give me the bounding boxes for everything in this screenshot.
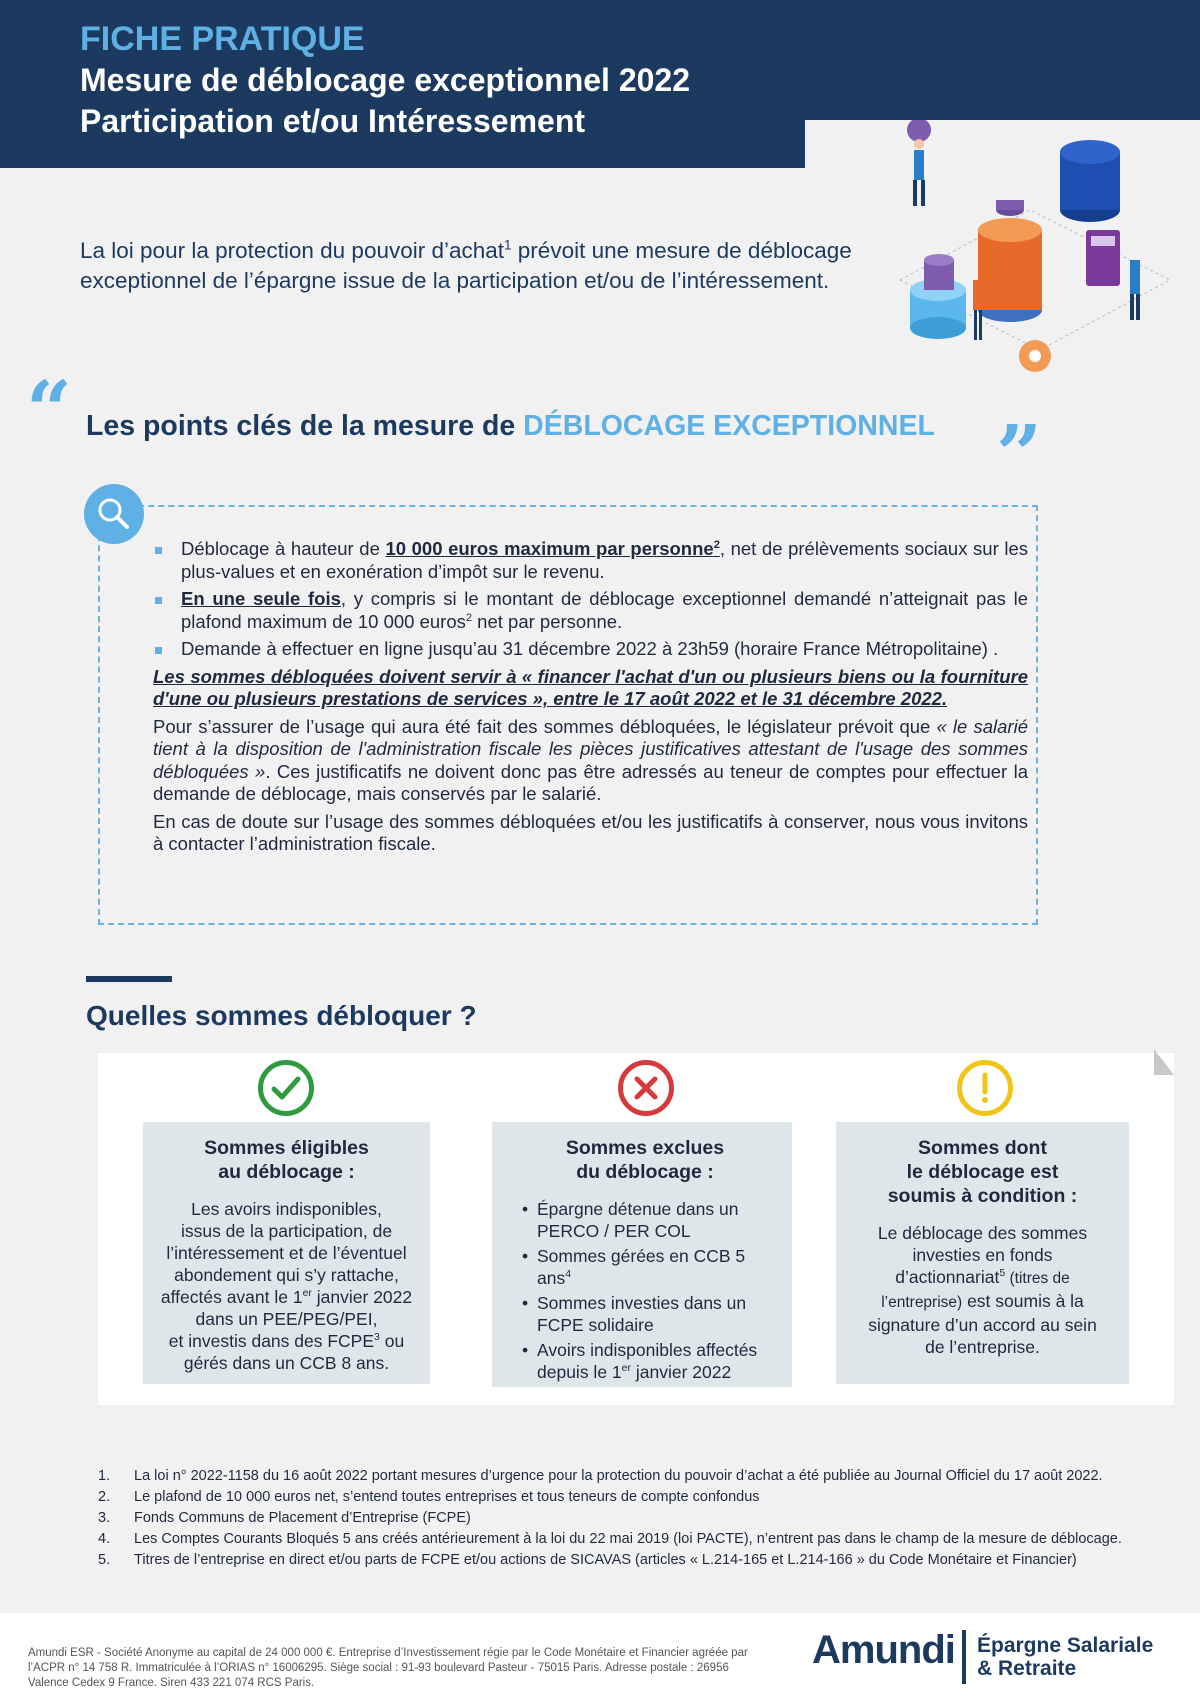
- conditional-sums-panel: [836, 1122, 1129, 1384]
- list-item: • Sommes gérées en CCB 5 ans$^4$: [522, 1245, 768, 1289]
- list-item: • Avoirs indisponibles affectés depuis le 1er janvier 2022: [522, 1339, 768, 1383]
- footnote-2: 2. Le plafond de 10 000 euros net, s’entend toutes entreprises et tous teneurs de compte confondus: [98, 1489, 760, 1505]
- logo-divider: [962, 1630, 966, 1684]
- conditional-title: Sommes dont le déblocage est soumis à condition :: [887, 1137, 1078, 1207]
- header-banner-extension: [805, 0, 1200, 120]
- excluded-list: [522, 1198, 768, 1383]
- excluded-title: Sommes exclues du déblocage :: [565, 1137, 725, 1183]
- eligible-sums-panel: [143, 1122, 430, 1384]
- amundi-logo: Amundi: [812, 1628, 955, 1672]
- key-point-2: En une seule fois, y compris si le montant de déblocage exceptionnel demandé n’atteignait pas le plafond maximum de 10 000 euros$^2$ net par personne.: [153, 588, 1028, 633]
- key-points-title: Les points clés de la mesure de DÉBLOCAGE EXCEPTIONNEL: [86, 410, 935, 442]
- excluded-sums-panel: [492, 1122, 792, 1387]
- justification-paragraph: Pour s’assurer de l’usage qui aura été fait des sommes débloquées, le législateur prévoit que « le salarié tient à la disposition de l'administration fiscale les pièces justificatives attestant de l'usage des sommes débloquées ». Ces justificatifs ne doivent donc pas être adressés au teneur de comptes pour effectuer la demande de déblocage, mais conservés par le salarié.: [153, 715, 1028, 804]
- key-point-1: Déblocage à hauteur de 10 000 euros maximum par personne$^2$, net de prélèvements sociaux sur les plus-values et en exonération d’impôt sur le revenu.: [153, 538, 1028, 583]
- section-rule: [86, 976, 172, 982]
- page-fold: [1154, 1049, 1174, 1075]
- contact-paragraph: En cas de doute sur l’usage des sommes débloquées et/ou les justificatifs à conserver, nous vous invitons à contacter l’administration fiscale.: [153, 810, 1028, 854]
- eligible-title: Sommes éligibles au déblocage :: [204, 1137, 369, 1183]
- key-points-content: [153, 538, 1028, 861]
- logo-subtitle: Épargne Salariale & Retraite: [977, 1634, 1154, 1680]
- footnote-3: 3. Fonds Communs de Placement d’Entreprise (FCPE): [98, 1510, 471, 1526]
- which-sums-title: Quelles sommes débloquer ?: [86, 1000, 477, 1031]
- list-item: • Sommes investies dans un FCPE solidaire: [522, 1292, 768, 1336]
- usage-requirement: Les sommes débloquées doivent servir à « financer l'achat d'un ou plusieurs biens ou la fourniture d'une ou plusieurs prestations de services », entre le 17 août 2022 et le 31 décembre 2022.: [153, 665, 1028, 709]
- key-point-3: Demande à effectuer en ligne jusqu’au 31 décembre 2022 à 23h59 (horaire France Métropolitaine) .: [153, 638, 1028, 661]
- warning-circle-icon: [957, 1060, 1013, 1116]
- list-item: • Épargne détenue dans un PERCO / PER COL: [522, 1198, 768, 1242]
- coins-illustration: [880, 120, 1180, 410]
- footnotes: [92, 1466, 1172, 1571]
- conditional-text: Le déblocage des sommes investies en fonds d’actionnariat$^5$ (titres de l’entreprise) est soumis à la signature d’un accord au sein de l’entreprise.: [868, 1223, 1097, 1357]
- quote-close-icon: ”: [996, 407, 1043, 501]
- footnote-5: 5. Titres de l’entreprise en direct et/ou parts de FCPE et/ou actions de SICAVAS (articles « L.214-165 et L.214-166 » du Code Monétaire et Financier): [98, 1552, 1077, 1568]
- search-icon: [84, 484, 144, 544]
- page-title-line1: Mesure de déblocage exceptionnel 2022: [80, 62, 691, 98]
- check-circle-icon: [258, 1060, 314, 1116]
- intro-text: La loi pour la protection du pouvoir d’achat$^1$ prévoit une mesure de déblocage exceptionnel de l’épargne issue de la participation et/ou de l’intéressement.: [80, 237, 852, 293]
- footnote-1: 1. La loi n° 2022-1158 du 16 août 2022 portant mesures d’urgence pour la protection du pouvoir d’achat a été publiée au Journal Officiel du 17 août 2022.: [98, 1468, 1103, 1484]
- quote-open-icon: “: [26, 363, 73, 457]
- kicker: FICHE PRATIQUE: [80, 20, 365, 58]
- legal-notice: Amundi ESR - Société Anonyme au capital de 24 000 000 €. Entreprise d’Investissement régie par le Code Monétaire et Financier agréée par l’ACPR n° 14 758 R. Immatriculée à l’ORIAS n° 16006295. Siège social : 91-93 boulevard Pasteur - 75015 Paris. Adresse postale : 26956 Valence Cedex 9 France. Siren 433 221 074 RCS Paris.: [28, 1647, 748, 1689]
- page-title-line2: Participation et/ou Intéressement: [80, 103, 586, 139]
- eligible-text: Les avoirs indisponibles, issus de la participation, de l’intéressement et de l’éventuel abondement qui s’y rattache, affectés avant le 1er janvier 2022 dans un PEE/PEG/PEI, et investis dans des FCPE$^3$ ou gérés dans un CCB 8 ans.: [160, 1199, 413, 1373]
- footnote-4: 4. Les Comptes Courants Bloqués 5 ans créés antérieurement à la loi du 22 mai 2019 (loi PACTE), n’entrent pas dans le champ de la mesure de déblocage.: [98, 1531, 1122, 1547]
- cross-circle-icon: [618, 1060, 674, 1116]
